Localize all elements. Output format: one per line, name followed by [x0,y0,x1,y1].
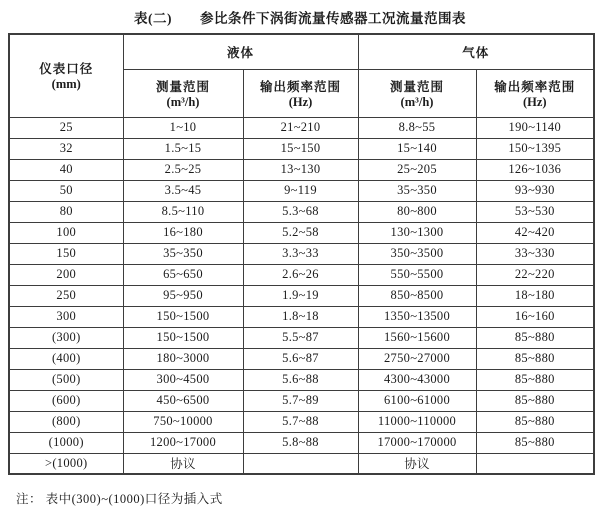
header-gas-frequency-unit: (Hz) [522,94,547,109]
liquid-measure-cell: 750~10000 [123,411,243,432]
table-row [9,390,594,411]
liquid-frequency-cell: 21~210 [243,117,358,138]
header-group-gas: 气体 [358,34,594,69]
table-row [9,369,594,390]
liquid-frequency-cell: 5.3~68 [243,201,358,222]
gas-measure-cell: 1350~13500 [358,306,476,327]
table-row [9,243,594,264]
liquid-measure-cell: 65~650 [123,264,243,285]
footnote: 注： 表中(300)~(1000)口径为插入式 [16,492,223,506]
table-row [9,306,594,327]
liquid-measure-cell: 450~6500 [123,390,243,411]
header-gas-frequency [476,69,594,117]
gas-frequency-cell: 190~1140 [476,117,594,138]
liquid-frequency-cell: 15~150 [243,138,358,159]
gas-frequency-cell: 33~330 [476,243,594,264]
liquid-frequency-cell: 5.7~88 [243,411,358,432]
gas-frequency-cell: 85~880 [476,369,594,390]
liquid-frequency-cell: 5.5~87 [243,327,358,348]
table-title-text: 参比条件下涡街流量传感器工况流量范围表 [200,11,466,26]
diameter-cell: (1000) [9,432,123,453]
liquid-measure-cell: 16~180 [123,222,243,243]
liquid-frequency-cell: 5.8~88 [243,432,358,453]
table-row [9,348,594,369]
diameter-cell: (500) [9,369,123,390]
liquid-frequency-cell: 5.6~87 [243,348,358,369]
liquid-frequency-cell: 1.9~19 [243,285,358,306]
liquid-measure-cell: 1~10 [123,117,243,138]
diameter-cell: 250 [9,285,123,306]
liquid-measure-cell: 3.5~45 [123,180,243,201]
diameter-cell: 300 [9,306,123,327]
header-liquid-measure-label: 测量范围 [155,79,210,94]
diameter-cell: (300) [9,327,123,348]
gas-frequency-cell [476,453,594,474]
header-liquid-frequency-label: 输出频率范围 [260,79,342,94]
gas-frequency-cell: 42~420 [476,222,594,243]
gas-frequency-cell: 16~160 [476,306,594,327]
gas-measure-cell: 11000~110000 [358,411,476,432]
table-row [9,411,594,432]
diameter-cell: 80 [9,201,123,222]
gas-frequency-cell: 85~880 [476,390,594,411]
header-liquid-frequency [243,69,358,117]
header-group-liquid: 液体 [123,34,358,69]
gas-measure-cell: 550~5500 [358,264,476,285]
gas-frequency-cell: 150~1395 [476,138,594,159]
gas-measure-cell: 80~800 [358,201,476,222]
liquid-measure-cell: 1.5~15 [123,138,243,159]
liquid-measure-cell: 180~3000 [123,348,243,369]
table-row [9,201,594,222]
liquid-measure-cell: 2.5~25 [123,159,243,180]
diameter-cell: >(1000) [9,453,123,474]
gas-frequency-cell: 126~1036 [476,159,594,180]
gas-measure-cell: 850~8500 [358,285,476,306]
table-title-label: 表(二) [134,11,172,26]
diameter-cell: 200 [9,264,123,285]
table-title [0,0,600,27]
table-row [9,222,594,243]
table-row [9,453,594,474]
header-liquid-frequency-unit: (Hz) [288,94,313,109]
header-liquid-measure [123,69,243,117]
header-gas-frequency-label: 输出频率范围 [494,79,576,94]
diameter-cell: (800) [9,411,123,432]
header-group-row [9,34,594,69]
gas-frequency-cell: 53~530 [476,201,594,222]
gas-measure-cell: 17000~170000 [358,432,476,453]
header-diameter-label: 仪表口径 [39,62,94,77]
liquid-frequency-cell: 2.6~26 [243,264,358,285]
gas-measure-cell: 4300~43000 [358,369,476,390]
table-row [9,327,594,348]
liquid-measure-cell: 95~950 [123,285,243,306]
table-row [9,180,594,201]
gas-measure-cell: 130~1300 [358,222,476,243]
gas-frequency-cell: 85~880 [476,348,594,369]
table-row [9,117,594,138]
table-row [9,138,594,159]
diameter-cell: 50 [9,180,123,201]
gas-measure-cell: 2750~27000 [358,348,476,369]
diameter-cell: 100 [9,222,123,243]
gas-frequency-cell: 85~880 [476,327,594,348]
liquid-measure-cell: 35~350 [123,243,243,264]
flow-range-table [8,33,595,475]
liquid-measure-cell: 150~1500 [123,327,243,348]
gas-measure-cell: 35~350 [358,180,476,201]
liquid-frequency-cell: 5.6~88 [243,369,358,390]
diameter-cell: (600) [9,390,123,411]
liquid-measure-cell: 300~4500 [123,369,243,390]
diameter-cell: 25 [9,117,123,138]
table-row [9,285,594,306]
diameter-cell: 40 [9,159,123,180]
liquid-measure-cell: 150~1500 [123,306,243,327]
header-gas-measure [358,69,476,117]
diameter-cell: 150 [9,243,123,264]
gas-measure-cell: 350~3500 [358,243,476,264]
liquid-frequency-cell [243,453,358,474]
liquid-measure-cell: 8.5~110 [123,201,243,222]
table-row [9,432,594,453]
gas-measure-cell: 1560~15600 [358,327,476,348]
liquid-frequency-cell: 13~130 [243,159,358,180]
header-gas-measure-label: 测量范围 [390,79,445,94]
gas-frequency-cell: 85~880 [476,411,594,432]
liquid-measure-cell: 1200~17000 [123,432,243,453]
liquid-frequency-cell: 5.2~58 [243,222,358,243]
gas-frequency-cell: 18~180 [476,285,594,306]
header-liquid-measure-unit: (m³/h) [166,94,200,109]
header-diameter-unit: (mm) [51,77,81,92]
table-row [9,264,594,285]
header-diameter [9,34,123,117]
gas-measure-cell: 协议 [358,453,476,474]
header-gas-measure-unit: (m³/h) [400,94,434,109]
diameter-cell: (400) [9,348,123,369]
gas-measure-cell: 15~140 [358,138,476,159]
gas-measure-cell: 6100~61000 [358,390,476,411]
gas-measure-cell: 25~205 [358,159,476,180]
gas-frequency-cell: 22~220 [476,264,594,285]
liquid-frequency-cell: 9~119 [243,180,358,201]
liquid-frequency-cell: 5.7~89 [243,390,358,411]
liquid-frequency-cell: 1.8~18 [243,306,358,327]
liquid-frequency-cell: 3.3~33 [243,243,358,264]
gas-frequency-cell: 93~930 [476,180,594,201]
gas-measure-cell: 8.8~55 [358,117,476,138]
table-row [9,159,594,180]
gas-frequency-cell: 85~880 [476,432,594,453]
diameter-cell: 32 [9,138,123,159]
liquid-measure-cell: 协议 [123,453,243,474]
